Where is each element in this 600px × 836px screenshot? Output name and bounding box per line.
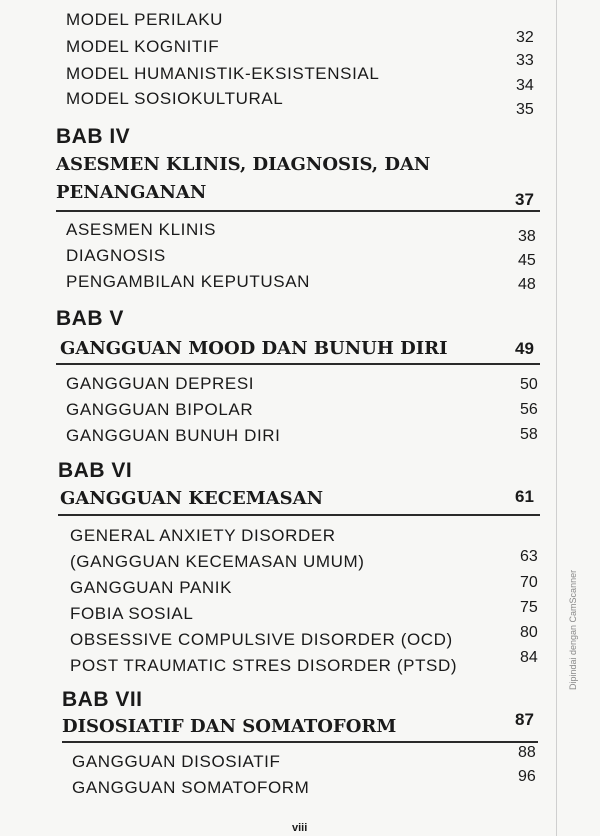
page-number: 63 [520,548,538,565]
chapter-rule [62,741,538,743]
toc-item-model-humanistik: MODEL HUMANISTIK-EKSISTENSIAL [66,64,380,83]
page-number: 84 [520,649,538,666]
chapter-label: BAB VI [58,459,133,482]
page-number: 50 [520,376,538,393]
toc-item: GANGGUAN DEPRESI [66,374,255,393]
toc-item: PENGAMBILAN KEPUTUSAN [66,272,311,291]
chapter-rule [56,363,540,365]
toc-item: (GANGGUAN KECEMASAN UMUM) [70,552,365,571]
chapter-page-number: 87 [515,710,534,729]
chapter-title: PENANGANAN [56,182,207,203]
toc-item: DIAGNOSIS [66,246,166,265]
chapter-title: GANGGUAN MOOD DAN BUNUH DIRI [60,338,448,359]
page-number: 56 [520,401,538,418]
toc-item: GANGGUAN SOMATOFORM [72,778,310,797]
page-number: 48 [518,276,536,293]
toc-item: GANGGUAN DISOSIATIF [72,752,281,771]
page-number: 38 [518,228,536,245]
chapter-title: GANGGUAN KECEMASAN [60,488,324,509]
chapter-label: BAB IV [56,125,131,148]
toc-item: GANGGUAN BUNUH DIRI [66,426,281,445]
scanner-watermark: Dipindai dengan CamScanner [568,569,578,690]
toc-item: ASESMEN KLINIS [66,220,217,239]
page-number: 45 [518,252,536,269]
chapter-title: DISOSIATIF DAN SOMATOFORM [62,716,397,737]
page-number: 34 [516,77,534,94]
chapter-page-number: 49 [515,339,534,358]
page-marker: viii [292,822,308,834]
page-number: 70 [520,574,538,591]
chapter-title: ASESMEN KLINIS, DIAGNOSIS, DAN [56,154,431,175]
page-number: 75 [520,599,538,616]
chapter-label: BAB V [56,307,124,330]
toc-item-model-perilaku: MODEL PERILAKU [66,10,224,29]
page-number: 32 [516,29,534,46]
page-number: 88 [518,744,536,761]
toc-item: FOBIA SOSIAL [70,604,194,623]
toc-item: OBSESSIVE COMPULSIVE DISORDER (OCD) [70,630,453,649]
chapter-rule [58,514,540,516]
toc-item-model-sosiokultural: MODEL SOSIOKULTURAL [66,89,284,108]
page-number: 80 [520,624,538,641]
toc-item: POST TRAUMATIC STRES DISORDER (PTSD) [70,656,458,675]
gutter-line [556,0,557,836]
page-number: 35 [516,101,534,118]
page-number: 96 [518,768,536,785]
toc-item-model-kognitif: MODEL KOGNITIF [66,37,220,56]
toc-item: GANGGUAN PANIK [70,578,233,597]
toc-item: GENERAL ANXIETY DISORDER [70,526,336,545]
page-number: 58 [520,426,538,443]
toc-item: GANGGUAN BIPOLAR [66,400,254,419]
chapter-rule [56,210,540,212]
chapter-page-number: 61 [515,487,534,506]
chapter-label: BAB VII [62,688,143,711]
chapter-page-number: 37 [515,190,534,209]
page-number: 33 [516,52,534,69]
